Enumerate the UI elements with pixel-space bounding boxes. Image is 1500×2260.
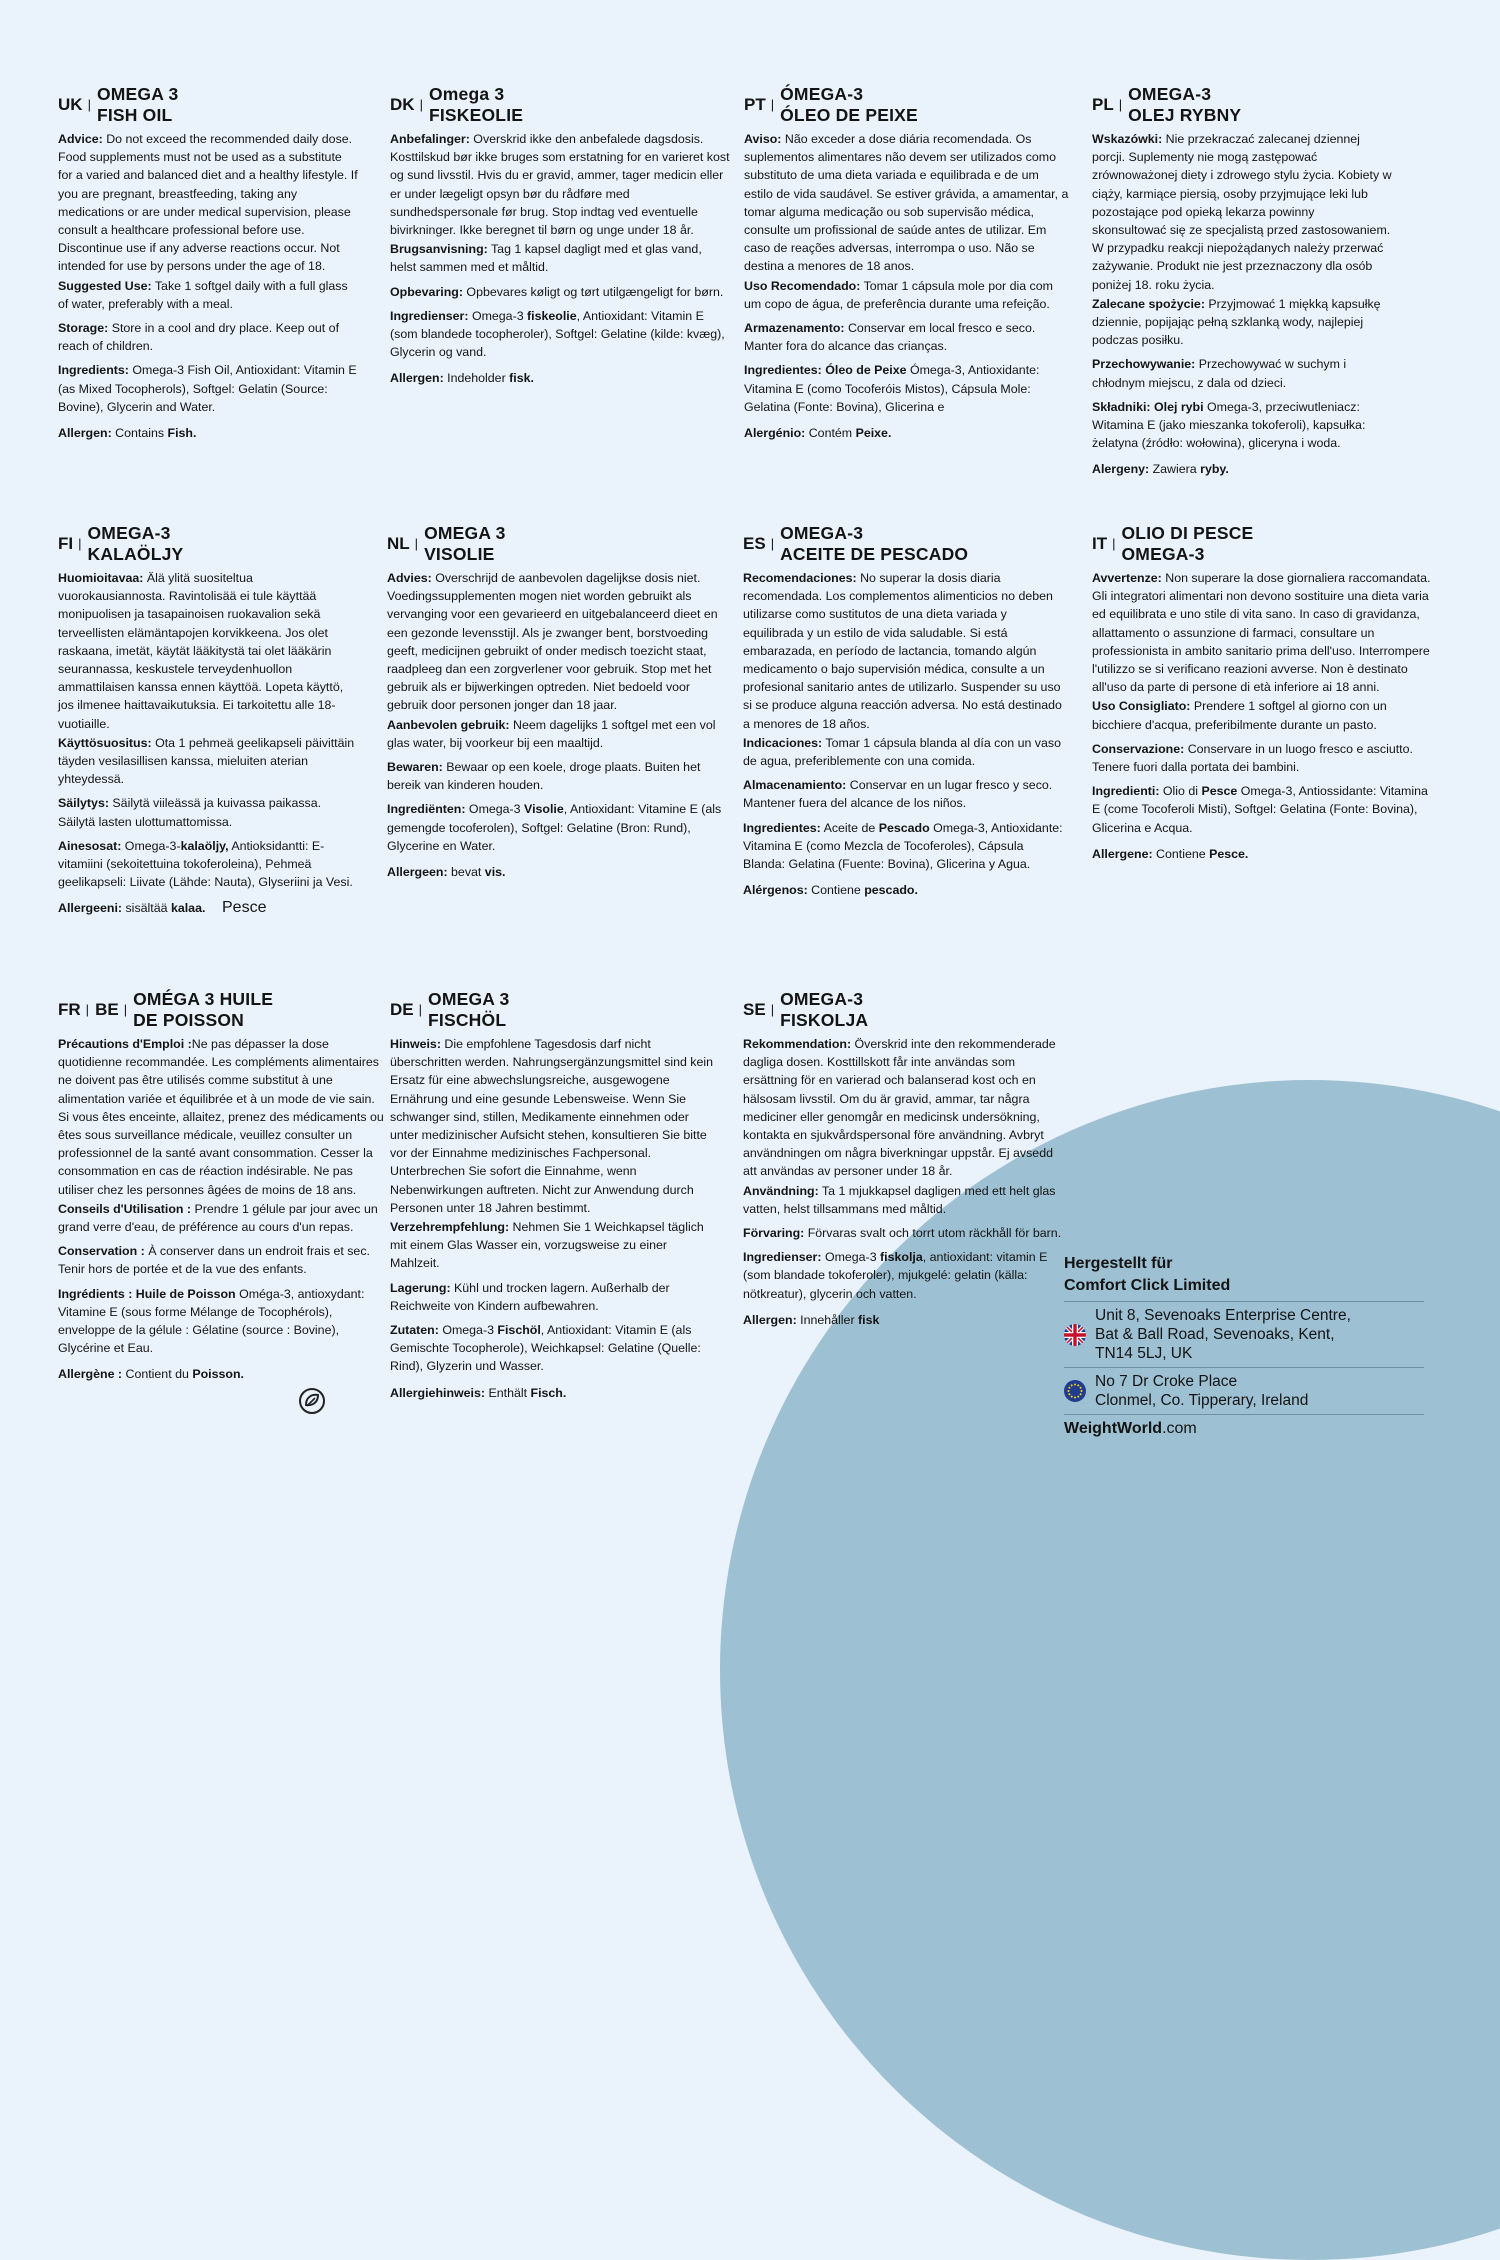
label-paragraph <box>743 1224 1063 1242</box>
body-text: , antioxidant: vitamin E (som blandade tokoferoler), mjukgelé: gelatin (källa: nötkreatur), glycerin och vatten. <box>743 1250 1048 1301</box>
label-panel-dk <box>390 84 730 389</box>
bold-text: Ingrédients : Huile de Poisson <box>58 1286 236 1301</box>
label-paragraph <box>390 283 730 301</box>
label-paragraph <box>1092 740 1437 776</box>
panel-header <box>743 989 1063 1031</box>
language-code-text: UK <box>58 94 83 114</box>
label-paragraph <box>58 1242 388 1278</box>
body-text: Indeholder <box>443 371 510 386</box>
uk-address-line: TN14 5LJ, UK <box>1095 1345 1193 1362</box>
product-title <box>1128 84 1241 126</box>
leaf-recycle-icon <box>297 1386 327 1416</box>
label-paragraph <box>744 130 1069 276</box>
separator: | <box>85 1001 90 1017</box>
label-paragraph <box>390 1384 720 1402</box>
bold-text: Förvaring: <box>743 1226 805 1241</box>
label-panel-fr <box>58 989 388 1385</box>
product-title-line: FISH OIL <box>96 105 173 125</box>
body-text: Przechowywać w suchym i chłodnym miejscu, z dala od dzieci. <box>1092 357 1347 390</box>
bold-text: Zutaten: <box>390 1323 439 1338</box>
bold-text: Zalecane spożycie: <box>1092 296 1205 311</box>
bold-text: fisk. <box>509 371 534 386</box>
language-code <box>387 535 424 553</box>
bold-text: fiskeolie <box>527 308 577 323</box>
bold-text: Ingredients: <box>58 363 129 378</box>
product-title <box>88 523 184 565</box>
body-text: Tomar 1 cápsula blanda al día con un vaso de agua, preferiblemente con una comida. <box>743 735 1061 769</box>
body-text: Conservare in un luogo fresco e asciutto. Tenere fuori dalla portata dei bambini. <box>1092 741 1413 775</box>
product-title-line: KALAÖLJY <box>87 544 184 564</box>
body-text: Omega-3 <box>468 308 528 323</box>
label-paragraph <box>58 899 358 917</box>
ie-address-line: No 7 Dr Croke Place <box>1095 1373 1238 1390</box>
label-panel-pl <box>1092 84 1392 480</box>
bold-text: Conservation : <box>58 1244 145 1259</box>
bold-text: Aanbevolen gebruik: <box>387 717 510 732</box>
product-title-line: OMEGA-3 <box>1128 84 1212 104</box>
uk-address <box>1064 1301 1424 1367</box>
body-text: Contiene <box>1152 846 1210 861</box>
label-paragraph <box>1092 697 1437 733</box>
bold-text: Storage: <box>58 321 109 336</box>
body-text: Opbevares køligt og tørt utilgængeligt for børn. <box>462 284 724 299</box>
separator: | <box>419 96 423 112</box>
label-paragraph <box>1092 355 1392 391</box>
label-paragraph <box>744 319 1069 355</box>
language-code <box>58 1001 133 1019</box>
panel-header <box>58 523 358 565</box>
panel-header <box>58 84 358 126</box>
label-paragraph <box>58 1200 388 1236</box>
product-title <box>424 523 505 565</box>
brand-website <box>1064 1414 1424 1438</box>
manufacturer-info <box>1064 1253 1424 1438</box>
separator: | <box>770 96 775 112</box>
language-code <box>743 1001 780 1019</box>
ie-address-line: Clonmel, Co. Tipperary, Ireland <box>1095 1392 1309 1409</box>
label-paragraph <box>1092 845 1437 863</box>
product-title-line: FISKEOLIE <box>428 105 524 125</box>
label-paragraph <box>58 1035 388 1199</box>
label-panel-fi <box>58 523 358 919</box>
body-text: Omega-3 <box>438 1323 498 1338</box>
bold-text: Składniki: <box>1092 399 1151 414</box>
body-text: Oméga-3, antioxydant: Vitamine E (sous forme Mélange de Tocophérols), enveloppe de la gélule : Gélatine (source : Bovine), Glycérine et Eau. <box>58 1286 365 1356</box>
label-paragraph <box>390 369 730 387</box>
bold-text: Conservazione: <box>1092 741 1185 756</box>
body-text: Omega-3 Fish Oil, Antioxidant: Vitamin E (as Mixed Tocopherols), Softgel: Gelatin (Source: Bovine), Glycerin and Water. <box>58 363 357 414</box>
bold-text: Fish. <box>167 426 197 441</box>
label-panel-pt <box>744 84 1069 443</box>
product-title <box>429 84 523 126</box>
label-paragraph <box>743 734 1068 770</box>
language-code <box>1092 535 1122 553</box>
brand-name: WeightWorld <box>1064 1420 1163 1437</box>
label-paragraph <box>743 776 1068 812</box>
label-paragraph <box>1092 130 1392 294</box>
separator: | <box>87 96 91 112</box>
language-code <box>58 535 88 553</box>
body-text: Ota 1 pehmeä geelikapseli päivittäin täyden vesilasillisen kanssa, mieluiten aterian yhteydessä. <box>58 735 355 787</box>
product-title-line: FISCHÖL <box>428 1010 507 1030</box>
bold-text: Pesce <box>1201 784 1238 799</box>
bold-text: Recomendaciones: <box>743 571 857 585</box>
bold-text: Säilytys: <box>58 796 109 811</box>
label-paragraph <box>390 1321 720 1376</box>
bold-text: Peixe. <box>855 426 892 441</box>
body-text: , Antioxidant: Vitamine E (als gemengde tocoferolen), Softgel: Gelatine (Bron: Rund), Glycerine en Water. <box>387 802 722 853</box>
bold-text: Anbefalinger: <box>390 132 470 146</box>
label-paragraph <box>58 130 358 276</box>
body-text: Contiene <box>807 883 865 898</box>
label-paragraph <box>58 424 358 442</box>
label-paragraph <box>744 424 1069 442</box>
bold-text: Olej rybi <box>1153 399 1204 414</box>
bold-text: ryby. <box>1200 462 1229 477</box>
body-text: bevat <box>447 865 485 880</box>
product-title-line: OMEGA-3 <box>780 523 864 543</box>
label-paragraph <box>743 881 1068 899</box>
panel-header <box>390 989 720 1031</box>
bold-text: Armazenamento: <box>744 321 845 336</box>
product-title <box>780 523 968 565</box>
bold-text: Verzehrempfehlung: <box>390 1220 510 1235</box>
product-title-line: OMEGA-3 <box>87 523 171 543</box>
label-paragraph <box>390 307 730 362</box>
body-text: Omega-3, przeciwutleniacz: Witamina E (jako mieszanka tokoferoli), kapsułka: żelatyna (źródło: wołowina), gliceryna i woda. <box>1092 399 1366 451</box>
separator: | <box>770 1001 775 1017</box>
body-text: Non superare la dose giornaliera raccomandata. Gli integratori alimentari non devono sostituire una dieta varia ed equilibrata e uno stile di vita sano. In caso di gravidanza, allattamento o assunzione di farmaci, consultare un professionista in ambito sanitario prima dell'uso. Interrompere l'utilizzo se si verificano reazioni avverse. Non è destinato all'uso da parte di persone di età inferiore ai 18 anni. <box>1092 571 1431 695</box>
language-code-text: SE <box>743 999 766 1019</box>
body-text: Przyjmować 1 miękką kapsułkę dziennie, popijając pełną szklanką wody, najlepiej podczas posiłku. <box>1092 296 1381 348</box>
body-text: Omega-3, Antiossidante: Vitamina E (come Tocoferoli Misti), Softgel: Gelatina (Fonte: Bovina), Glicerina e Acqua. <box>1092 784 1428 835</box>
bold-text: Précautions d'Emploi : <box>58 1037 192 1051</box>
bold-text: kalaa. <box>170 901 206 916</box>
separator: | <box>1112 535 1116 551</box>
body-text: Ómega-3, Antioxidante: Vitamina E (como Tocoferóis Mistos), Cápsula Mole: Gelatina (Fonte: Bovina), Glicerina e <box>744 363 1040 414</box>
bold-text: Ingredienti: <box>1092 784 1160 799</box>
bold-text: Almacenamiento: <box>743 778 847 793</box>
bold-text: Pescado <box>878 820 930 835</box>
body-text: Bewaar op een koele, droge plaats. Buiten het bereik van kinderen houden. <box>387 760 701 793</box>
product-title-line: Omega 3 <box>428 84 505 104</box>
language-code-text: NL <box>387 533 410 553</box>
bold-text: fiskolja <box>880 1250 923 1265</box>
bold-text: Allergen: <box>390 371 444 386</box>
label-paragraph <box>743 1182 1063 1218</box>
body-text: Tag 1 kapsel dagligt med et glas vand, helst sammen med et måltid. <box>390 242 702 275</box>
label-paragraph <box>743 819 1068 874</box>
body-text: Älä ylitä suositeltua vuorokausiannosta. Ravintolisää ei tule käyttää monipuolisen ja tasapainoisen ruokavalion sekä terveellisten elämäntapojen korvikkeena. Jos olet raskaana, imetät, käytät lääkitystä tai olet lääkärin seurannassa, keskustele terveydenhuollon ammattilaisen kanssa ennen käyttöä. Lopeta käyttö, jos ilmenee haittavaikutuksia. Ei tarkoitettu alle 18-vuotiaille. <box>58 571 344 731</box>
bold-text: Wskazówki: <box>1092 132 1163 146</box>
label-paragraph <box>58 1285 388 1358</box>
body-text: , Antioxidant: Vitamin E (als Gemischte Tocopherole), Weichkapsel: Gelatine (Quelle: Rind), Glyzerin und Wasser. <box>390 1323 701 1374</box>
panel-header <box>1092 523 1437 565</box>
bold-text: Alérgenos: <box>743 883 808 898</box>
bold-text: pescado. <box>864 883 918 898</box>
bold-text: Ingredientes: <box>744 363 822 378</box>
body-text: Enthält <box>485 1385 531 1400</box>
label-paragraph <box>58 569 358 733</box>
label-paragraph <box>1092 295 1392 350</box>
label-paragraph <box>387 569 727 715</box>
product-title-line: OMEGA 3 <box>96 84 179 104</box>
bold-text: kalaöljy, <box>180 838 229 853</box>
separator: | <box>1118 96 1123 112</box>
product-title-line: DE POISSON <box>133 1010 244 1030</box>
body-text: sisältää <box>122 901 171 916</box>
language-code <box>58 96 97 114</box>
uk-address-line: Unit 8, Sevenoaks Enterprise Centre, <box>1095 1307 1351 1324</box>
language-code <box>390 1001 428 1019</box>
label-panel-se <box>743 989 1063 1330</box>
label-paragraph <box>390 240 730 276</box>
body-text: Förvaras svalt och torrt utom räckhåll för barn. <box>804 1226 1062 1241</box>
language-code-text: FI <box>58 533 74 553</box>
body-text: Store in a cool and dry place. Keep out of reach of children. <box>58 321 340 354</box>
bold-text: Avvertenze: <box>1092 571 1162 585</box>
body-text: Conservar en un lugar fresco y seco. Mantener fuera del alcance de los niños. <box>743 778 1053 811</box>
body-text: Antioksidantti: E-vitamiini (sekoitettuina tokoferoleina), Pehmeä geelikapseli: Liivate (Lähde: Nauta), Glyseriini ja Vesi. <box>58 838 353 890</box>
bold-text: Opbevaring: <box>390 284 463 299</box>
bold-text: Uso Consigliato: <box>1092 699 1191 714</box>
panel-header <box>743 523 1068 565</box>
product-title-line: OMEGA 3 <box>424 523 506 543</box>
body-text: Contém <box>805 426 856 441</box>
label-paragraph <box>743 1248 1063 1303</box>
panel-header <box>744 84 1069 126</box>
product-title-line: OMEGA-3 <box>780 989 864 1009</box>
body-text: Nie przekraczać zalecanej dziennej porcji. Suplementy nie mogą zastępować zrównoważonej diety i zdrowego stylu życia. Kobiety w ciąży, karmiące piersią, osoby przyjmujące leki lub pozostające pod opieką lekarza powinny skonsultować się ze specjalistą przed zastosowaniem. W przypadku reakcji niepożądanych należy przerwać zażywanie. Produkt nie jest przeznaczony dla osób poniżej 18. roku życia. <box>1092 132 1392 292</box>
language-code-text: BE <box>95 999 119 1019</box>
bold-text: Przechowywanie: <box>1092 357 1196 372</box>
body-text: Nehmen Sie 1 Weichkapsel täglich mit einem Glas Wasser ein, vorzugsweise zu einer Mahlzeit. <box>390 1220 704 1271</box>
bold-text: Allergen: <box>743 1312 797 1327</box>
body-text: Neem dagelijks 1 softgel met een vol glas water, bij voorkeur bij een maaltijd. <box>387 717 716 750</box>
bold-text: Suggested Use: <box>58 278 152 293</box>
body-text: Överskrid inte den rekommenderade dagliga dosen. Kosttillskott får inte användas som ersättning för en varierad och balanserad kost och en hälsosam livsstil. Om du är gravid, ammar, tar några mediciner eller genomgår en medicinsk undersökning, kontakta en sjukvårdspersonal före användning. Avbryt användningen om några biverkningar uppstår. Ej avsedd att användas av personer under 18 år. <box>743 1037 1056 1179</box>
bold-text: Advies: <box>387 571 432 585</box>
product-title-line: OMEGA 3 <box>428 989 510 1009</box>
separator: | <box>78 535 82 551</box>
body-text: À conserver dans un endroit frais et sec. Tenir hors de portée et de la vue des enfants. <box>58 1244 370 1277</box>
body-text: Omega-3 <box>465 802 525 817</box>
product-title-line: OLIO DI PESCE <box>1121 523 1254 543</box>
bold-text: Huomioitavaa: <box>58 571 144 585</box>
label-paragraph <box>1092 569 1437 696</box>
uk-flag-icon <box>1064 1324 1086 1346</box>
body-text: Olio di <box>1159 784 1202 799</box>
bold-text: Indicaciones: <box>743 735 823 750</box>
label-paragraph <box>743 569 1068 733</box>
label-panel-de <box>390 989 720 1403</box>
bold-text: Óleo de Peixe <box>825 363 907 378</box>
bold-text: Allergen: <box>58 426 112 441</box>
label-paragraph <box>387 863 727 881</box>
body-text: , Antioxidant: Vitamin E (som blandede tocopheroler), Softgel: Gelatine (kilde: kvæg), Glycerin og vand. <box>390 308 725 360</box>
body-text: Conservar em local fresco e seco. Manter fora do alcance das crianças. <box>744 321 1036 354</box>
body-text: Overschrijd de aanbevolen dagelijkse dosis niet. Voedingssupplementen mogen niet worden gebruikt als vervanging voor een gevarieerd en uitgebalanceerd dieet en een gezonde levensstijl. Als je zwanger bent, borstvoeding geeft, medicijnen gebruikt of onder medisch toezicht staat, raadpleeg dan een zorgverlener voor gebruik. Stop met het gebruik als er bijwerkingen optreden. Niet bedoeld voor gebruik door personen jonger dan 18 jaar. <box>387 571 718 713</box>
label-paragraph <box>58 837 358 892</box>
language-code-text: PT <box>744 94 766 114</box>
bold-text: Advice: <box>58 132 103 146</box>
language-code-text: IT <box>1092 533 1108 553</box>
body-text: Ta 1 mjukkapsel dagligen med ett helt glas vatten, helst tillsammans med måltid. <box>743 1183 1056 1216</box>
separator: | <box>418 1001 423 1017</box>
bold-text: vis. <box>484 865 506 880</box>
body-text: Contains <box>111 426 168 441</box>
bold-text: Fisch. <box>530 1385 567 1400</box>
bold-text: Ingredienser: <box>743 1250 822 1265</box>
label-paragraph <box>390 1279 720 1315</box>
body-text: Take 1 softgel daily with a full glass of water, preferably with a meal. <box>58 278 348 311</box>
bold-text: Allergiehinweis: <box>390 1385 486 1400</box>
separator: | <box>770 535 775 551</box>
label-paragraph <box>390 1218 720 1273</box>
stray-text: Pesce <box>222 899 267 916</box>
product-title-line: ÓMEGA-3 <box>780 84 864 104</box>
label-paragraph <box>743 1035 1063 1181</box>
brand-domain: .com <box>1162 1420 1197 1437</box>
label-paragraph <box>387 800 727 855</box>
bold-text: Lagerung: <box>390 1280 451 1295</box>
bold-text: Allergene: <box>1092 846 1153 861</box>
body-text: Omega-3 <box>821 1250 881 1265</box>
label-paragraph <box>58 319 358 355</box>
bold-text: Bewaren: <box>387 760 443 775</box>
bold-text: Allergeeni: <box>58 901 123 916</box>
bold-text: Käyttösuositus: <box>58 735 152 750</box>
bold-text: Alergénio: <box>744 426 806 441</box>
body-text: Innehåller <box>796 1312 859 1327</box>
eu-flag-icon <box>1064 1380 1086 1402</box>
product-title-line: FISKOLJA <box>780 1010 869 1030</box>
bold-text: Användning: <box>743 1183 819 1198</box>
body-text: Kühl und trocken lagern. Außerhalb der Reichweite von Kindern aufbewahren. <box>390 1280 670 1313</box>
language-code <box>390 96 429 114</box>
bold-text: Ingredienser: <box>390 308 469 323</box>
label-paragraph <box>744 277 1069 313</box>
label-paragraph <box>390 1035 720 1217</box>
label-paragraph <box>387 758 727 794</box>
label-paragraph <box>58 361 358 416</box>
product-title-line: VISOLIE <box>424 544 495 564</box>
panel-header <box>387 523 727 565</box>
panel-header <box>390 84 730 126</box>
language-code-text: ES <box>743 533 766 553</box>
label-panel-uk <box>58 84 358 443</box>
product-title-line: OMEGA-3 <box>1121 544 1205 564</box>
label-panel-es <box>743 523 1068 900</box>
label-paragraph <box>58 277 358 313</box>
body-text: Die empfohlene Tagesdosis darf nicht überschritten werden. Nahrungsergänzungsmittel sind kein Ersatz für eine abwechslungsreiche, ausgewogene Ernährung und eine gesunde Lebensweise. Wenn Sie schwanger sind, stillen, Medikamente einnehmen oder unter medizinischer Aufsicht stehen, konsultieren Sie bitte vor der Einnahme medizinisches Fachpersonal. Unterbrechen Sie sofort die Einnahme, wenn Nebenwirkungen auftreten. Nicht zur Anwendung durch Personen unter 18 Jahren bestimmt. <box>390 1037 714 1215</box>
made-for-line1: Hergestellt für <box>1064 1255 1173 1272</box>
bold-text: Aviso: <box>744 132 782 146</box>
language-code-text: PL <box>1092 94 1114 114</box>
label-paragraph <box>58 794 358 830</box>
body-text: Não exceder a dose diária recomendada. Os suplementos alimentares não devem ser utilizados como substituto de uma dieta variada e equilibrada e de um estilo de vida saudável. Se estiver grávida, a amamentar, a tomar alguma medicação ou sob supervisão médica, consulte um profissional de saúde antes de utilizar. Em caso de reações adversas, interrompa o uso. Não se destina a menores de 18 anos. <box>744 132 1069 274</box>
product-title-line: ÓLEO DE PEIXE <box>780 105 918 125</box>
label-paragraph <box>744 361 1069 416</box>
body-text: Säilytä viileässä ja kuivassa paikassa. Säilytä lasten ulottumattomissa. <box>58 796 322 829</box>
bold-text: Allergène : <box>58 1367 123 1382</box>
product-title <box>780 989 868 1031</box>
label-paragraph <box>1092 398 1392 453</box>
bold-text: Ainesosat: <box>58 838 122 853</box>
language-code <box>1092 96 1128 114</box>
product-title <box>1122 523 1254 565</box>
language-code <box>743 535 780 553</box>
body-text: Tomar 1 cápsula mole por dia com um copo de água, de preferência durante uma refeição. <box>744 278 1053 311</box>
body-text: No superar la dosis diaria recomendada. Los complementos alimenticios no deben utilizarse como sustitutos de una dieta variada y equilibrada y un estilo de vida saludable. Si está embarazada, en período de lactancia, tomando algún medicamento o bajo supervisión médica, consulte a un profesional sanitario antes de utilizarlo. Suspender su uso si se produce alguna reacción adversa. No está destinado a menores de 18 años. <box>743 571 1062 731</box>
label-paragraph <box>58 734 358 789</box>
bold-text: Rekommendation: <box>743 1037 852 1051</box>
panel-header <box>58 989 388 1031</box>
bold-text: Poisson. <box>192 1367 244 1382</box>
body-text: Omega-3- <box>121 838 181 853</box>
body-text: Do not exceed the recommended daily dose. Food supplements must not be used as a substitute for a varied and balanced diet and a healthy lifestyle. If you are pregnant, breastfeeding, taking any medications or are under medical supervision, please consult a healthcare professional before use. Discontinue use if any adverse reactions occur. Not intended for use by persons under the age of 18. <box>58 132 358 274</box>
bold-text: fisk <box>858 1312 880 1327</box>
product-title-line: OMÉGA 3 HUILE <box>133 989 274 1009</box>
separator: | <box>123 1001 128 1017</box>
body-text: Omega-3, Antioxidante: Vitamina E (como Mezcla de Tocoferoles), Cápsula Blanda: Gelatina (Fuente: Bovina), Glicerina y Agua. <box>743 820 1063 872</box>
product-title-line: OLEJ RYBNY <box>1128 105 1242 125</box>
language-code-text: DK <box>390 94 415 114</box>
body-text: Zawiera <box>1149 462 1201 477</box>
label-paragraph <box>1092 782 1437 837</box>
product-title-line: ACEITE DE PESCADO <box>780 544 969 564</box>
ie-address <box>1064 1367 1424 1414</box>
language-code-text: DE <box>390 999 414 1019</box>
body-text: Contient du <box>122 1367 193 1382</box>
product-title <box>780 84 918 126</box>
label-panel-nl <box>387 523 727 882</box>
bold-text: Brugsanvisning: <box>390 242 488 257</box>
product-title <box>428 989 509 1031</box>
product-title <box>133 989 273 1031</box>
panel-header <box>1092 84 1392 126</box>
bold-text: Fischöl <box>497 1323 541 1338</box>
bold-text: Alergeny: <box>1092 462 1150 477</box>
label-paragraph <box>1092 460 1392 478</box>
label-paragraph <box>743 1311 1063 1329</box>
separator: | <box>414 535 419 551</box>
language-code-text: FR <box>58 999 81 1019</box>
label-paragraph <box>58 1365 388 1383</box>
body-text: Ne pas dépasser la dose quotidienne recommandée. Les compléments alimentaires ne doivent pas être utilisés comme substitut à une alimentation variée et équilibrée et à un mode de vie sain. Si vous êtes enceinte, allaitez, prenez des médicaments ou êtes sous surveillance médicale, veuillez consulter un professionnel de la santé avant consommation. Cesser la consommation en cas de réaction indésirable. Ne pas utiliser chez les personnes âgées de moins de 18 ans. <box>58 1037 384 1197</box>
bold-text: Allergeen: <box>387 865 448 880</box>
body-text: Prendre 1 gélule par jour avec un grand verre d'eau, de préférence au cours d'un repas. <box>58 1201 378 1235</box>
bold-text: Conseils d'Utilisation : <box>58 1201 192 1216</box>
bold-text: Hinweis: <box>390 1037 441 1051</box>
uk-address-line: Bat & Ball Road, Sevenoaks, Kent, <box>1095 1326 1335 1343</box>
bold-text: Pesce. <box>1209 846 1249 861</box>
made-for-line2: Comfort Click Limited <box>1064 1277 1231 1294</box>
language-code <box>744 96 780 114</box>
label-paragraph <box>387 716 727 752</box>
bold-text: Uso Recomendado: <box>744 278 861 293</box>
product-title <box>97 84 178 126</box>
body-text: Aceite de <box>820 820 879 835</box>
body-text: Overskrid ikke den anbefalede dagsdosis. Kosttilskud bør ikke bruges som erstatning for en varieret kost og sund livsstil. Hvis du er gravid, ammer, tager medicin eller er under lægeligt opsyn bør du rådføre med sundhedspersonale før brug. Stop indtag ved eventuelle bivirkninger. Ikke beregnet til børn og unge under 18 år. <box>390 132 730 238</box>
label-paragraph <box>390 130 730 239</box>
bold-text: Ingredientes: <box>743 820 821 835</box>
bold-text: Visolie <box>524 802 564 817</box>
label-panel-it <box>1092 523 1437 864</box>
bold-text: Ingrediënten: <box>387 802 466 817</box>
body-text: Prendere 1 softgel al giorno con un bicchiere d'acqua, preferibilmente durante un pasto. <box>1092 699 1387 732</box>
